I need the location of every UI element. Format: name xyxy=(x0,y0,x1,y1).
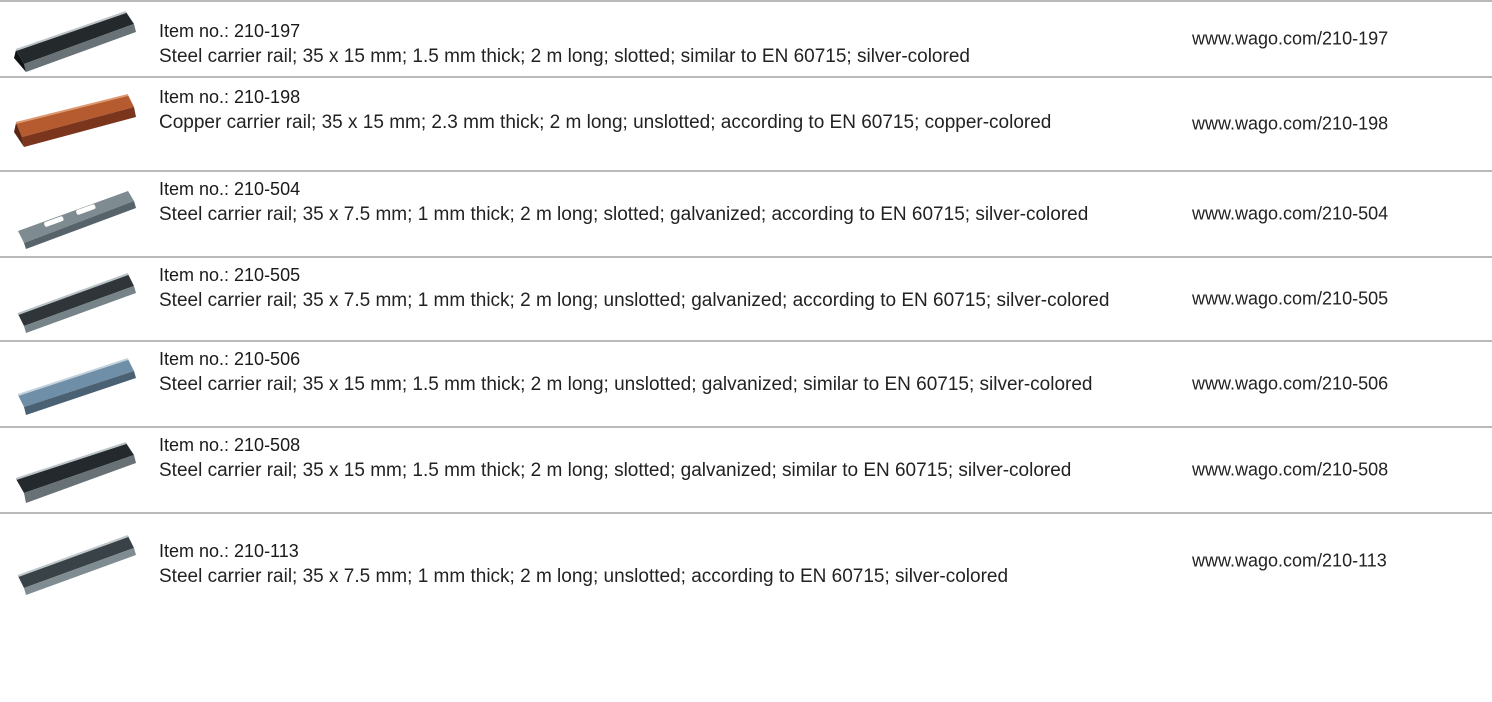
steel-rail-icon xyxy=(6,262,140,336)
steel-rail-dark-icon xyxy=(6,2,140,76)
item-number: Item no.: 210-198 xyxy=(159,87,301,107)
product-row xyxy=(0,426,1492,512)
copper-rail-icon xyxy=(6,87,140,161)
product-description: Steel carrier rail; 35 x 15 mm; 1.5 mm thick; 2 m long; slotted; galvanized; similar to EN 60715; silver-colored xyxy=(159,460,1072,481)
product-link[interactable]: www.wago.com/210-506 xyxy=(1192,373,1389,394)
product-row xyxy=(0,256,1492,340)
product-description: Steel carrier rail; 35 x 15 mm; 1.5 mm thick; 2 m long; unslotted; galvanized; similar to EN 60715; silver-colored xyxy=(159,374,1093,395)
item-number: Item no.: 210-508 xyxy=(159,435,301,455)
item-number: Item no.: 210-506 xyxy=(159,349,301,369)
product-link[interactable]: www.wago.com/210-504 xyxy=(1192,203,1389,224)
product-row xyxy=(0,512,1492,608)
item-number: Item no.: 210-197 xyxy=(159,21,301,41)
product-description: Steel carrier rail; 35 x 7.5 mm; 1 mm thick; 2 m long; unslotted; galvanized; according to EN 60715; silver-colored xyxy=(159,290,1110,311)
slotted-steel-rail-icon xyxy=(6,177,140,251)
product-link[interactable]: www.wago.com/210-508 xyxy=(1192,459,1389,480)
product-description: Steel carrier rail; 35 x 7.5 mm; 1 mm thick; 2 m long; unslotted; according to EN 60715; silver-colored xyxy=(159,566,1009,587)
galvanized-rail-icon xyxy=(6,347,140,421)
product-description: Copper carrier rail; 35 x 15 mm; 2.3 mm thick; 2 m long; unslotted; according to EN 60715; copper-colored xyxy=(159,112,1052,133)
product-description: Steel carrier rail; 35 x 15 mm; 1.5 mm thick; 2 m long; slotted; similar to EN 60715; silver-colored xyxy=(159,46,970,67)
item-number: Item no.: 210-504 xyxy=(159,179,301,199)
product-row xyxy=(0,76,1492,170)
product-row xyxy=(0,170,1492,256)
product-link[interactable]: www.wago.com/210-505 xyxy=(1192,288,1389,309)
product-link[interactable]: www.wago.com/210-197 xyxy=(1192,28,1389,49)
product-row xyxy=(0,0,1492,76)
item-number: Item no.: 210-113 xyxy=(159,541,299,561)
product-row xyxy=(0,340,1492,426)
steel-rail-icon xyxy=(6,524,140,598)
steel-rail-dark-icon xyxy=(6,433,140,507)
item-number: Item no.: 210-505 xyxy=(159,265,301,285)
product-description: Steel carrier rail; 35 x 7.5 mm; 1 mm thick; 2 m long; slotted; galvanized; according to EN 60715; silver-colored xyxy=(159,204,1089,225)
product-link[interactable]: www.wago.com/210-113 xyxy=(1192,550,1387,571)
product-link[interactable]: www.wago.com/210-198 xyxy=(1192,113,1389,134)
